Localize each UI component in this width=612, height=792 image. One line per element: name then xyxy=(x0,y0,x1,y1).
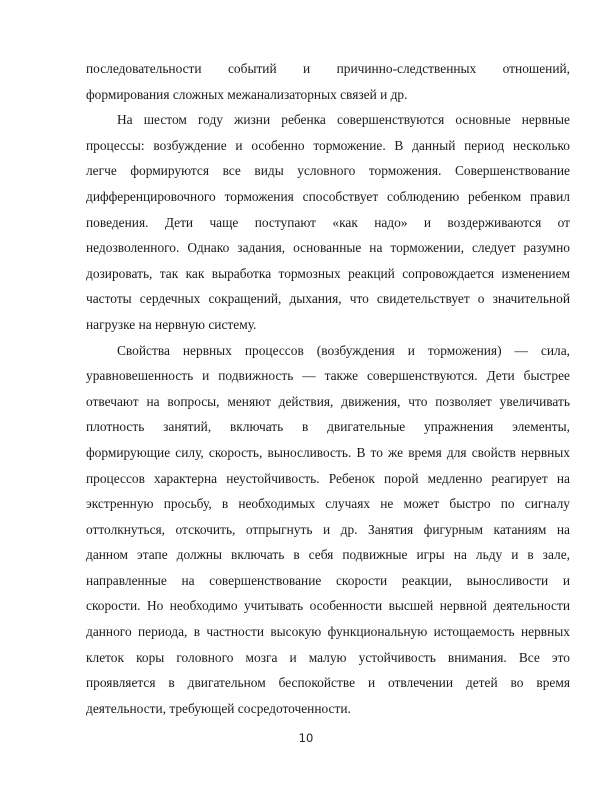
text-line: Свойства нервных процессов (возбуждения и торможения) — сила, xyxy=(117,342,570,358)
text-line: процессы: возбуждение и особенно торможение. В данный период несколько xyxy=(86,137,570,153)
text-line: формирования сложных межанализаторных связей и др. xyxy=(86,86,408,102)
document-body xyxy=(86,56,570,721)
text-line: оттолкнуться, отскочить, отпрыгнуть и др. Занятия фигурным катаниям на xyxy=(86,521,570,537)
paragraph-2 xyxy=(86,107,570,337)
text-line: скорости. Но необходимо учитывать особенности высшей нервной деятельности xyxy=(86,598,570,614)
text-line: отвечают на вопросы, меняют действия, движения, что позволяет увеличивать xyxy=(86,393,570,409)
text-line: уравновешенность и подвижность — также совершенствуются. Дети быстрее xyxy=(86,368,570,384)
text-line: последовательности событий и причинно-следственных отношений, xyxy=(86,61,570,76)
text-line: нагрузке на нервную систему. xyxy=(86,316,257,332)
text-line: процессов характерна неустойчивость. Ребенок порой медленно реагирует на xyxy=(86,470,570,486)
paragraph-3 xyxy=(86,338,570,722)
text-line: частоты сердечных сокращений, дыхания, что свидетельствует о значительной xyxy=(86,291,570,307)
text-line: клеток коры головного мозга и малую устойчивость внимания. Все это xyxy=(86,649,570,665)
text-line: недозволенного. Однако задания, основанные на торможении, следует разумно xyxy=(86,240,570,256)
text-line: дозировать, так как выработка тормозных реакций сопровождается изменением xyxy=(86,265,570,281)
paragraph-1 xyxy=(86,56,570,107)
text-line: формирующие силу, скорость, выносливость. В то же время для свойств нервных xyxy=(86,444,570,460)
text-line: данном этапе должны включать в себя подвижные игры на льду и в зале, xyxy=(86,547,570,563)
text-line: На шестом году жизни ребенка совершенствуются основные нервные xyxy=(117,112,570,128)
text-line: деятельности, требующей сосредоточенности. xyxy=(86,700,351,716)
page-number: 10 xyxy=(298,731,314,745)
text-line: экстренную просьбу, в необходимых случаях не может быстро по сигналу xyxy=(86,496,570,512)
text-line: направленные на совершенствование скорости реакции, выносливости и xyxy=(86,572,570,588)
text-line: легче формируются все виды условного торможения. Совершенствование xyxy=(86,163,570,179)
text-line: данного периода, в частности высокую функциональную истощаемость нервных xyxy=(86,624,570,640)
text-line: проявляется в двигательном беспокойстве и отвлечении детей во время xyxy=(86,675,570,691)
text-line: плотность занятий, включать в двигательные упражнения элементы, xyxy=(86,419,570,435)
text-line: дифференцировочного торможения способствует соблюдению ребенком правил xyxy=(86,188,570,204)
text-line: поведения. Дети чаще поступают «как надо» и воздерживаются от xyxy=(86,214,570,230)
